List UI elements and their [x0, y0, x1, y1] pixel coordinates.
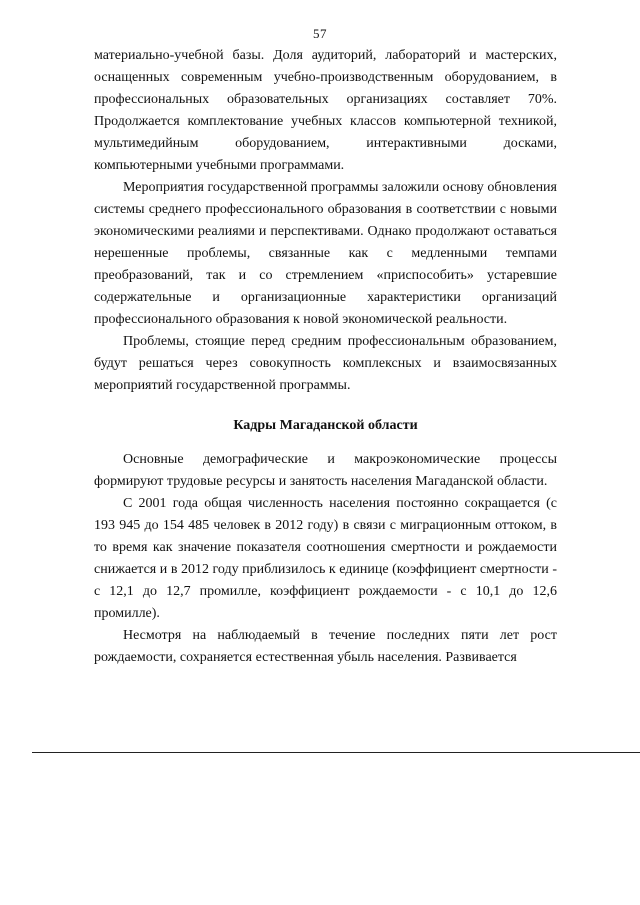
paragraph: Проблемы, стоящие перед средним профессиональным образованием, будут решаться через совокупность комплексных и взаимосвязанных мероприятий государственной программы.: [94, 334, 557, 393]
footer-divider: [32, 752, 640, 753]
paragraph: Несмотря на наблюдаемый в течение последних пяти лет рост рождаемости, сохраняется естественная убыль населения. Развивается: [94, 628, 557, 665]
section-heading: Кадры Магаданской области: [233, 418, 418, 433]
paragraph: С 2001 года общая численность населения постоянно сокращается (с 193 945 до 154 485 человек в 2012 году) в связи с миграционным оттоком, в то время как значение показателя соотношения смертности и рождаемости снижается и в 2012 году приблизилось к единице (коэффициент смертности - с 12,1 до 12,7 промилле, коэффициент рождаемости - с 10,1 до 12,6 промилле).: [94, 496, 557, 621]
paragraph: Мероприятия государственной программы заложили основу обновления системы среднего профессионального образования в соответствии с новыми экономическими реалиями и перспективами. Однако продолжают оставаться нерешенные проблемы, связанные как с медленными темпами преобразований, так и со стремлением «приспособить» устаревшие содержательные и организационные характеристики организаций профессионального образования к новой экономической реальности.: [94, 180, 557, 327]
paragraph: Основные демографические и макроэкономические процессы формируют трудовые ресурсы и занятость населения Магаданской области.: [94, 452, 557, 489]
page-number: 57: [313, 26, 327, 41]
paragraph-continuation: материально-учебной базы. Доля аудиторий, лабораторий и мастерских, оснащенных современным учебно-производственным оборудованием, в профессиональных образовательных организациях составляет 70%. Продолжается комплектование учебных классов компьютерной техникой, мультимедийным оборудованием, интерактивными досками, компьютерными учебными программами.: [94, 48, 557, 173]
document-body: [94, 45, 557, 669]
